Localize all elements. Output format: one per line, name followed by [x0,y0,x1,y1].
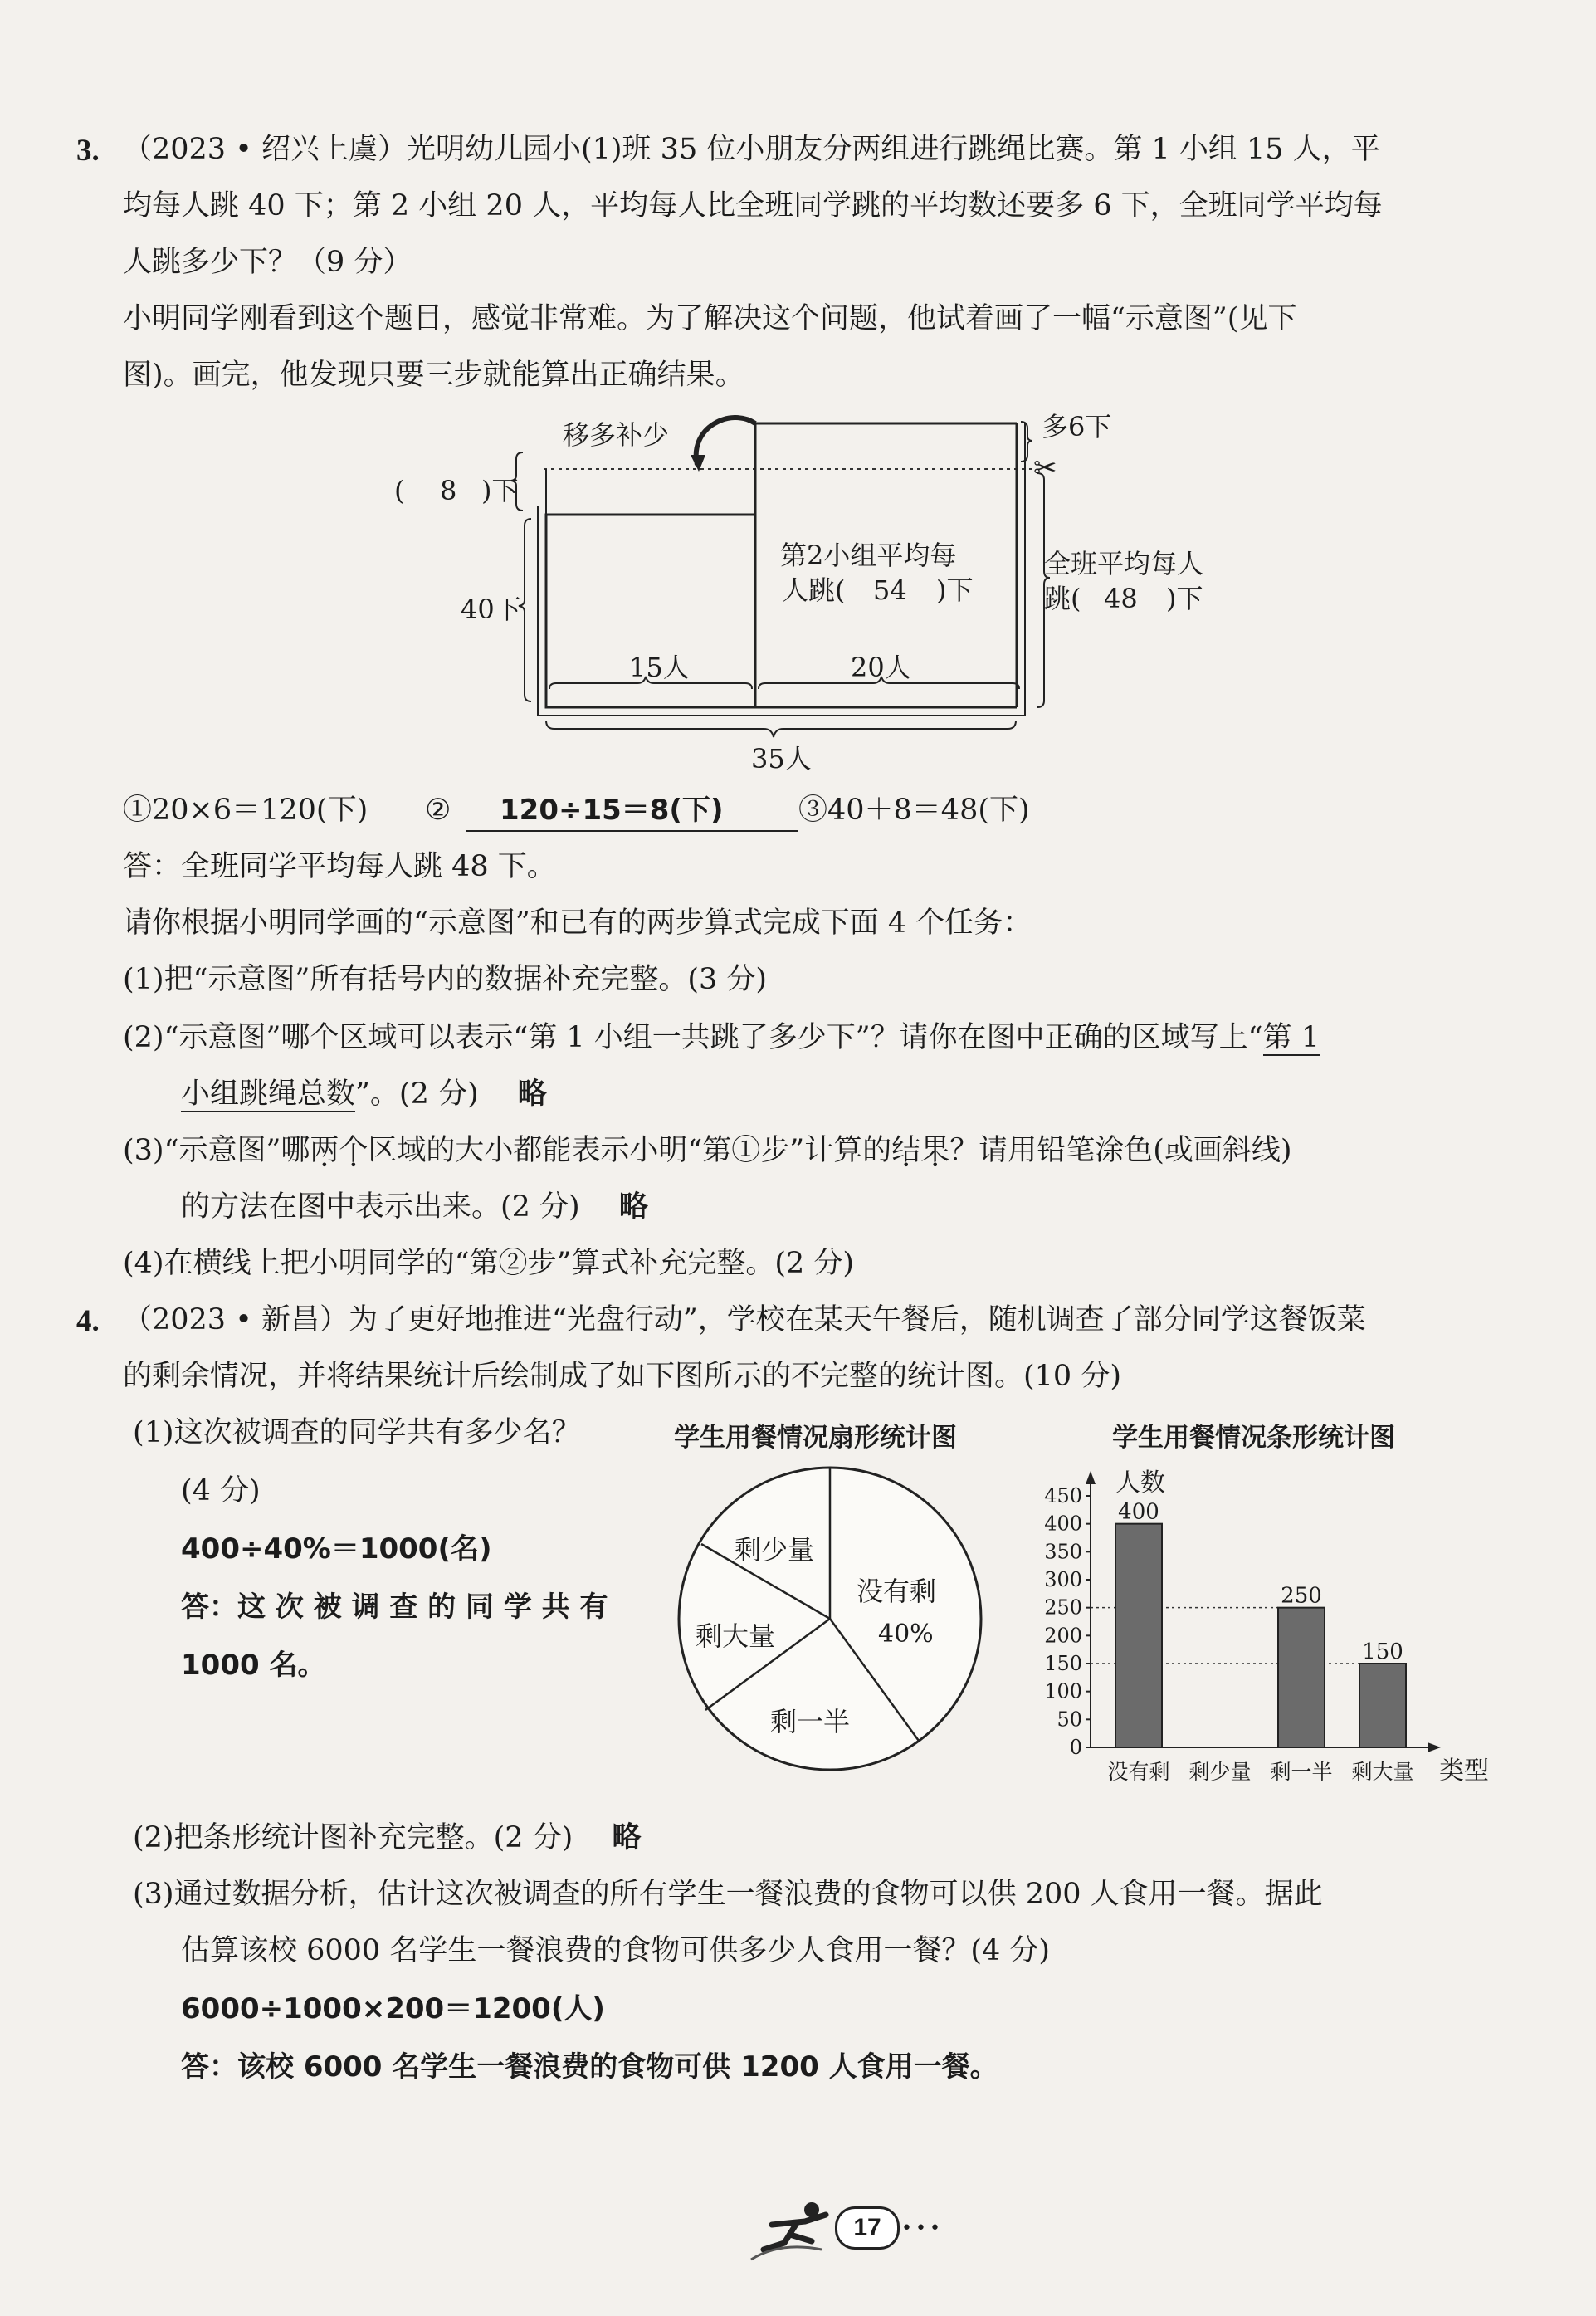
paren-value-8: 8 [440,475,457,506]
step3: ③40＋8＝48(下) [798,794,1030,827]
pie-chart-title: 学生用餐情况扇形统计图 [674,1423,957,1453]
category-labels [1107,1760,1413,1784]
step2-mark: ② [425,794,451,827]
step1: ①20×6＝120(下) [123,794,368,827]
y-tick-label: 250 [1044,1595,1082,1620]
schematic-diagram [365,407,1262,780]
y-ticks [1044,1484,1091,1759]
y-tick-label: 150 [1044,1652,1082,1675]
page-number: 17 [835,2206,900,2250]
paren-close: )下 [481,475,519,506]
bar-value-label: 250 [1281,1583,1322,1609]
scissors-icon: ✂ [1033,452,1057,485]
y-tick-label: 450 [1044,1484,1082,1507]
paren-open: ( [394,475,405,506]
q4-number: 4. [76,1304,100,1338]
class-line2-post: )下 [1166,583,1203,614]
pie-label-meiyousheng: 没有剩 [857,1576,937,1607]
task2-underline-1: 第 1 [1262,1021,1320,1054]
bar-3 [1359,1664,1406,1747]
y-axis-arrow-icon [1086,1471,1096,1484]
step2-answer: 120÷15＝8(下) [466,790,798,832]
q4-s1-points: (4 分) [181,1474,261,1507]
task2-line1 [123,1018,1320,1058]
g2-line2-post: )下 [936,574,974,606]
bar-2 [1278,1608,1325,1747]
pie-label-shaoliang: 剩少量 [735,1534,815,1566]
task3-line1 [123,1131,1292,1170]
bar-chart-title: 学生用餐情况条形统计图 [1112,1423,1395,1453]
pie-chart [672,1461,988,1776]
q4-s2-lue: 略 [612,1821,642,1854]
footer-dots-icon: ••• [901,2218,944,2239]
bars [1115,1500,1406,1747]
p35-label: 35人 [751,743,812,774]
brace-35 [546,721,1016,737]
q4-s2-text: (2)把条形统计图补充完整。(2 分) [133,1821,573,1854]
y-tick-label: 350 [1044,1540,1082,1564]
p15-label: 15人 [629,652,690,683]
y-tick-label: 100 [1044,1679,1082,1703]
q3-line3: 人跳多少下？（9 分） [123,246,412,279]
q3-line5: 图)。画完，他发现只要三步就能算出正确结果。 [123,359,744,392]
g2-line2-pre: 人跳( [782,574,846,606]
task1: (1)把“示意图”所有括号内的数据补充完整。(3 分) [123,963,768,996]
q3-number: 3. [76,134,100,168]
q4-s1-calc: 400÷40%＝1000(名) [181,1532,492,1566]
tasks-intro: 请你根据小明同学画的“示意图”和已有的两步算式完成下面 4 个任务： [123,906,1032,940]
task3-dot2: 个 [339,1134,368,1167]
x-axis-title: 类型 [1439,1757,1489,1786]
q4-s3-answer: 答：该校 6000 名学生一餐浪费的食物可供 1200 人食用一餐。 [181,2050,998,2084]
task2-line2 [181,1074,547,1114]
class-line2-pre: 跳( [1044,583,1081,614]
move-arrow-icon [696,418,755,465]
x-axis-arrow-icon [1428,1742,1441,1752]
pie-label-40pct: 40% [878,1620,934,1649]
pie-label-daliang: 剩大量 [696,1620,776,1652]
brace-more6 [1021,422,1032,462]
q4-s1-ans2: 1000 名。 [181,1649,326,1682]
q3-line2: 均每人跳 40 下；第 2 小组 20 人，平均每人比全班同学跳的平均数还要多 6 下，全班同学平均每 [123,189,1383,222]
task3-dot3: 结 [891,1134,921,1167]
category-label: 剩少量 [1188,1760,1252,1784]
forty-label: 40下 [461,594,521,625]
runner-logo-icon [747,2191,838,2266]
class-line1: 全班平均每人 [1044,548,1204,579]
task3-text-l2: 的方法在图中表示出来。(2 分) [181,1190,580,1224]
task3-dot4: 果 [920,1134,950,1167]
task3-text-b: 区域的大小都能表示小明“第①步”计算的 [368,1134,892,1167]
task2-text: (2)“示意图”哪个区域可以表示“第 1 小组一共跳了多少下”？请你在图中正确的区域写上“ [123,1021,1263,1054]
g2-value-54: 54 [873,574,907,606]
y-tick-label: 0 [1069,1736,1082,1759]
g2-line1: 第2小组平均每 [780,540,957,571]
q4-s3-calc: 6000÷1000×200＝1200(人) [181,1992,605,2025]
task3-text-a: (3)“示意图”哪 [123,1134,310,1167]
bar-0 [1115,1524,1162,1747]
task2-lue: 略 [517,1077,547,1111]
bar-value-label: 150 [1362,1639,1403,1664]
task2-points: ”。(2 分) [355,1077,479,1111]
bar-value-label: 400 [1118,1499,1159,1525]
category-label: 没有剩 [1107,1760,1170,1784]
task3-text-c: ？请用铅笔涂色(或画斜线) [949,1134,1292,1167]
y-axis-title: 人数 [1115,1468,1165,1498]
q3-line4: 小明同学刚看到这个题目，感觉非常难。为了解决这个问题，他试着画了一幅“示意图”(见下 [123,302,1297,335]
bar-chart [1037,1461,1502,1793]
category-label: 剩一半 [1270,1760,1333,1784]
q4-s3-line2: 估算该校 6000 名学生一餐浪费的食物可供多少人食用一餐？(4 分) [181,1934,1051,1967]
task3-line2 [181,1187,648,1227]
task4: (4)在横线上把小明同学的“第②步”算式补充完整。(2 分) [123,1247,855,1280]
q3-answer: 答：全班同学平均每人跳 48 下。 [123,850,556,883]
p20-label: 20人 [851,652,911,683]
q4-line2: 的剩余情况，并将结果统计后绘制成了如下图所示的不完整的统计图。(10 分) [123,1360,1121,1393]
task3-dot1: 两 [310,1134,339,1167]
task3-lue: 略 [618,1190,648,1224]
y-tick-label: 300 [1044,1568,1082,1591]
class-value-48: 48 [1104,583,1138,614]
q4-s1: (1)这次被调查的同学共有多少名？ [133,1416,581,1449]
task2-underline-2: 小组跳绳总数 [181,1077,356,1111]
q4-s1-ans1: 答：这 次 被 调 查 的 同 学 共 有 [181,1590,608,1624]
q4-s2 [133,1818,641,1858]
move-label: 移多补少 [563,419,670,451]
category-label: 剩大量 [1351,1760,1414,1784]
q4-line1: （2023 • 新昌）为了更好地推进“光盘行动”，学校在某天午餐后，随机调查了部分同学这餐饭菜 [123,1303,1366,1336]
pie-label-yiban: 剩一半 [770,1706,851,1737]
more6-label: 多6下 [1042,411,1112,442]
q4-s3-line1: (3)通过数据分析，估计这次被调查的所有学生一餐浪费的食物可以供 200 人食用一餐。据此 [133,1878,1323,1911]
y-tick-label: 50 [1057,1708,1082,1732]
y-tick-label: 200 [1044,1624,1082,1648]
q3-line1: （2023 • 绍兴上虞）光明幼儿园小(1)班 35 位小朋友分两组进行跳绳比赛。第 1 小组 15 人，平 [123,133,1380,166]
y-tick-label: 400 [1044,1512,1082,1536]
